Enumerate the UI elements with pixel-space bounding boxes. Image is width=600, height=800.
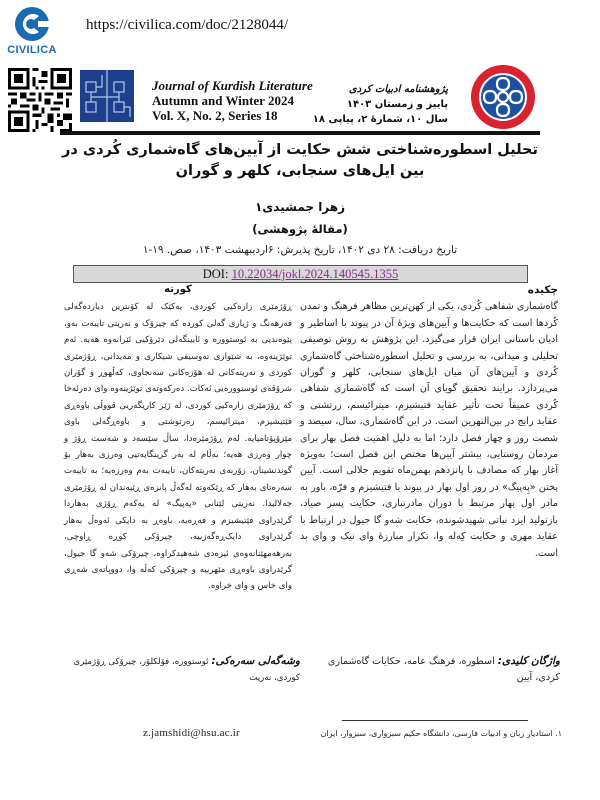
keywords-kurdish-value: ئوستوورە، فۆلکلۆر، چیرۆکی ڕۆژمێری کوردی، نەریت (73, 657, 300, 683)
journal-season-fa: پاییز و زمستان ۱۴۰۳ (346, 99, 448, 110)
journal-info-en (152, 78, 313, 123)
document-url[interactable]: https://civilica.com/doc/2128044/ (86, 17, 289, 33)
keywords-persian-label: واژگان کلیدی: (497, 655, 560, 667)
author-email[interactable]: z.jamshidi@hsu.ac.ir (143, 727, 240, 739)
journal-name-en: Journal of Kurdish Literature (152, 78, 313, 93)
header-divider (60, 131, 540, 135)
university-logo (470, 64, 536, 130)
journal-season-en: Autumn and Winter 2024 (152, 93, 294, 108)
journal-volume-fa: سال ۱۰، شمارهٔ ۲، پیاپی ۱۸ (312, 114, 448, 125)
keywords-persian-value: اسطوره، فرهنگ عامه، حکایات گاه‌شماری کردی، آیین (327, 656, 560, 683)
article-title: تحلیل اسطوره‌شناختی شش حکایت از آیین‌های گاه‌شماری کُردی در بین ایل‌های سنجابی، کلهر و گوران (62, 142, 538, 179)
abstract-kurdish-heading: کورته (164, 284, 192, 295)
civilica-logo[interactable] (4, 6, 60, 56)
doi-link[interactable]: 10.22034/jokl.2024.140545.1355 (231, 267, 399, 281)
qr-code[interactable] (8, 68, 72, 132)
abstract-persian-body: گاه‌شماری شفاهی کُردی، یکی از کهن‌ترین مظاهر فرهنگ و تمدن کُردها است که حکایت‌ها و آیین‌های ویژهٔ آن در پیوند با اساطیر و ادیان باستانی ایران قرار می‌گیرد. این پژوهش به روش توصیفی تحلیلی و میدانی، به بررسی و تحلیل اسطوره‌شناختی گاه‌شماری کُردی و آیین‌های آن میان ایل‌های سنجابی، کلهر و گوران می‌پردازد. برایند تحقیق گویای آن است که گاه‌شماری شفاهی کُردی عمیقاً تحت تأثیر عقاید فتیشیزم، میترائیسم، زرتشتی و عقاید رایج در بین‌النهرین است. در این گاه‌شماری، سال، سیصد و شصت روز و چهار فصل دارد؛ اما به دلیل اهمیت فصل بهار برای مردمان روستایی، بیشتر آیین‌ها مختص این فصل است؛ به‌ویژه آغاز بهار که مصادف با پانزدهم بهمن‌ماه تقویم جلالی است. آیین پختن «پِه‌پیگ» در روز اول بهار در پیوند با فتیشیزم و فرّه، باور به مادر اول بهار مرتبط با دوران مادرتباری، حکایت پسر صیاد، بازتولید ایزد نباتی شهیدشونده، حکایت شه‌و گا جیول در ارتباط با عقاید مهری و حکایت کِه‌له وا، تکرار مبارزهٔ وای نیک و وای بد است. (300, 301, 558, 559)
article-dates: تاریخ دریافت: ۲۸ دی ۱۴۰۲، تاریخ پذیرش: ۶اردیبهشت ۱۴۰۳، صص. ۱۹-۱ (142, 244, 458, 256)
abstract-persian (300, 282, 558, 562)
keywords-kurdish (64, 653, 300, 686)
doi-label: DOI: (202, 267, 232, 281)
keywords-kurdish-label: وشەگەلی سەرەکی: (211, 655, 300, 667)
author-affiliation-footnote: ۱. استادیار زبان و ادبیات فارسی، دانشگاه حکیم سبزواری، سبزوار، ایران (320, 729, 562, 738)
journal-name-fa: پژوهشنامه ادبیات کردی (348, 84, 448, 95)
author-name: زهرا جمشیدی۱ (254, 200, 346, 214)
article-type: (مقالهٔ پژوهشی) (252, 222, 348, 236)
keywords-persian (320, 653, 560, 686)
journal-logo (80, 70, 134, 122)
civilica-brand-text: CIVILICA (7, 44, 57, 56)
journal-info-fa (313, 82, 448, 127)
abstract-persian-heading: چکیده (527, 284, 558, 296)
civilica-c-icon (12, 6, 52, 42)
abstract-kurdish (64, 282, 292, 595)
footnote-divider (342, 720, 528, 721)
doi-box (73, 265, 528, 283)
abstract-kurdish-body: ڕۆژمێری زارەکیی کوردی، یەکێک لە کۆنترین دیاردەگەلی فەرهەنگ و ژیاری گەلی کوردە کە چیرۆک و نەریتی تایبەت بەو، پێوەندیی بە ئوستوورە و ئایینگەلی دێرۆکیی ئێرانەوە هەیە. ئەم توێژینەوە، بە شێوازی تەوسیفی شیکاری و مەیدانی، ڕۆژمێری کوردی و نەریتەکانی لە هۆزەکانی سەنجاوی، کەڵهوڕ و گۆران شرۆڤەی ئوستوورەیی ئەکات. دەرکەوتەی توێژینەوە وای دەرئەخا کە ڕۆژمێری زارەکیی کوردی، لە ژێر کاریگەریی قووڵی باوەڕی فێتیشیزم، میترائیسم، زەرتوشتی و باوەڕگەلی باوی مێزۆپۆتامیایە. لەم ڕۆژمێرەدا، ساڵ سێسەد و شەست ڕۆژ و چوار وەرزی هەیە؛ بەڵام لە بەر گرینگایەتیی وەرزی بەهار بۆ گوندنشینان، زۆربەی نەریتەکان، تایبەت بەم وەرزەیە؛ بە تایبەت سەرەتای بەهار کە ڕێکەوتە لەگەڵ پانزەی ڕێبەندان لە ڕۆژمێری جەلالیدا. نەریتی لێنانی «پەپیگ» لە یەکەم ڕۆژی بەهاردا گرێدراوی فێتیشیزم و فەڕەیە، باوەڕ بە دایکی ئەوەڵ بەهار گرێدراوی دایک‌ڕەگەزییە، چیرۆکی کوڕە ڕاوچی، بەرهەمهێنانەوەی ئیزەدی شەهیدکراوە، چیرۆکی شەو گا جیول، گرێدراوی باوەڕی مێهرییە و چیرۆکی کەڵە وا، دووپاتەی شەڕی وای خاس و وای خراوە. (64, 302, 292, 592)
journal-volume-en: Vol. X, No. 2, Series 18 (152, 108, 278, 123)
